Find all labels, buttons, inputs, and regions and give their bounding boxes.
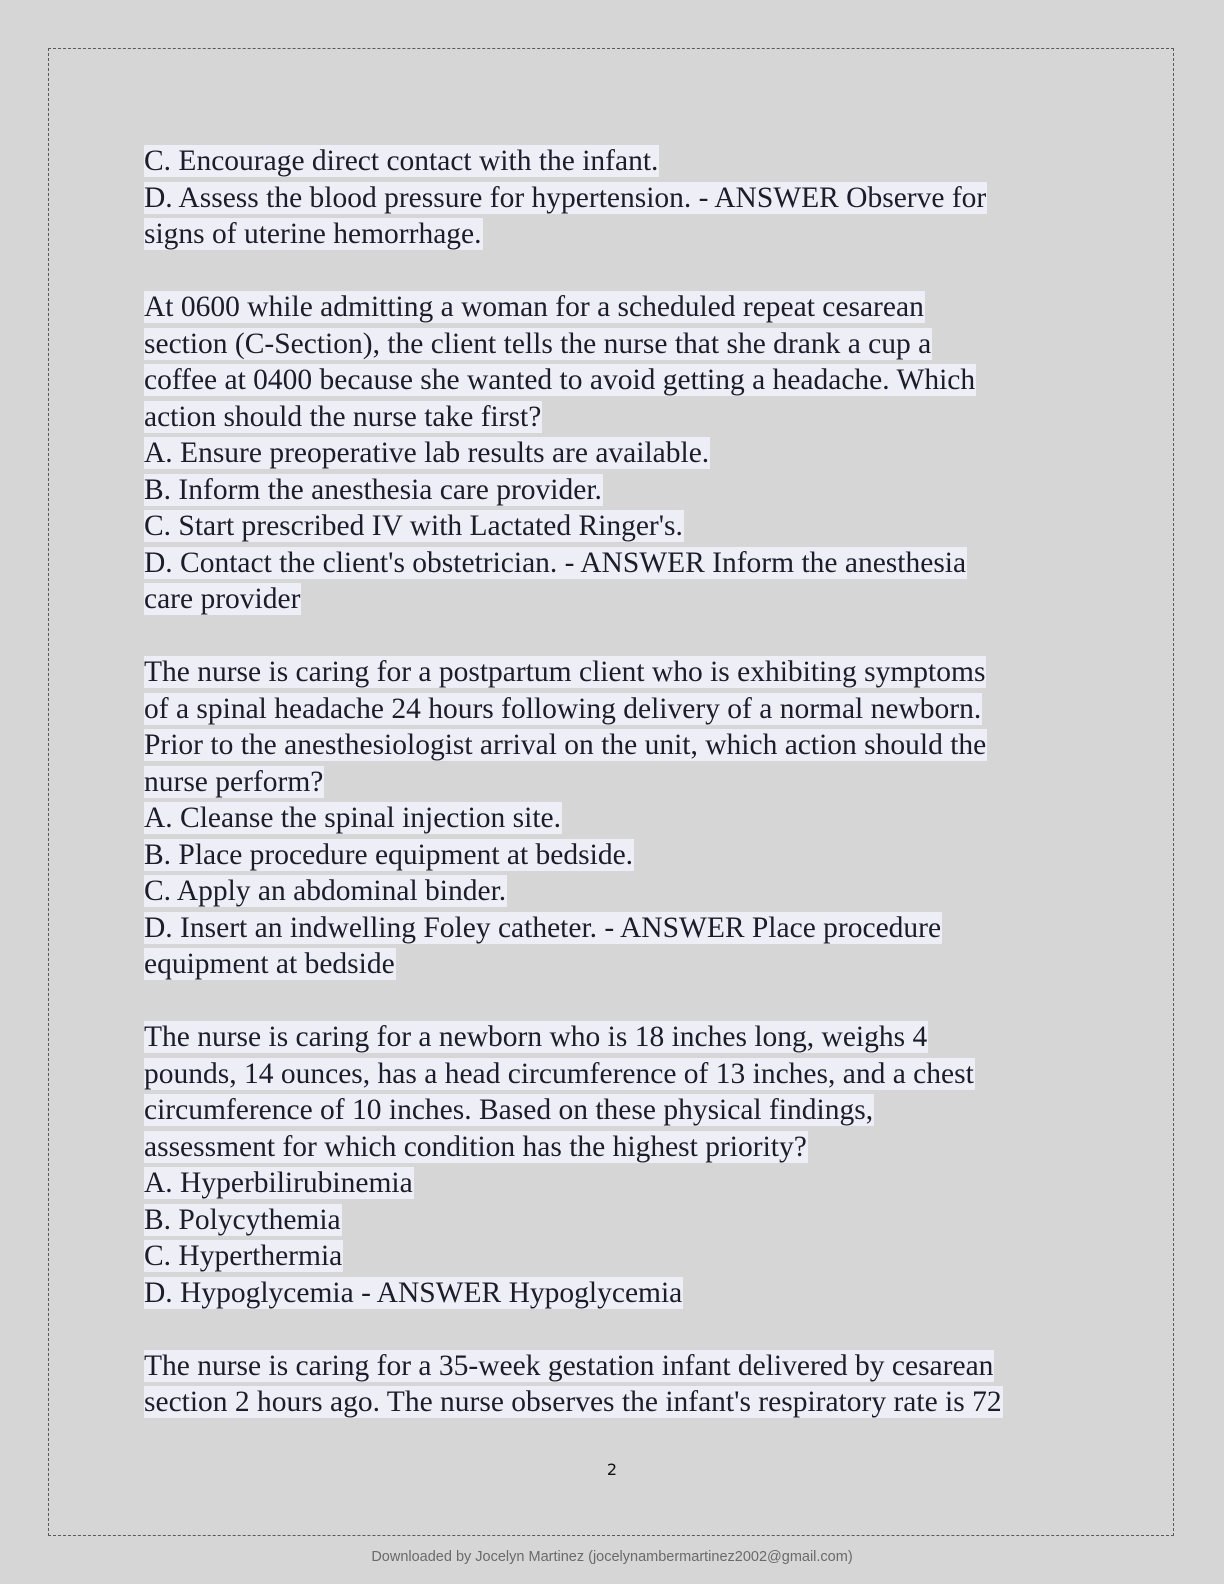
text-line-content: D. Insert an indwelling Foley catheter. - ANSWER Place procedure (144, 911, 942, 944)
download-footer: Downloaded by Jocelyn Martinez (jocelynambermartinez2002@gmail.com) (371, 1549, 853, 1565)
question-block (144, 1348, 1084, 1421)
text-line-content: A. Ensure preoperative lab results are available. (144, 437, 710, 469)
paragraph-gap (144, 1311, 1084, 1348)
text-line (144, 837, 1084, 874)
text-line-content: The nurse is caring for a newborn who is 18 inches long, weighs 4 (144, 1021, 928, 1053)
text-line-content: At 0600 while admitting a woman for a scheduled repeat cesarean (144, 291, 924, 323)
text-line-content: C. Apply an abdominal binder. (144, 875, 507, 907)
text-line (144, 399, 1084, 436)
text-line (144, 910, 1084, 947)
document-text (144, 143, 1084, 1421)
question-block (144, 1019, 1084, 1311)
text-line (144, 946, 1084, 983)
text-line-content: C. Hyperthermia (144, 1240, 343, 1272)
text-line (144, 1129, 1084, 1166)
text-line (144, 691, 1084, 728)
text-line (144, 1019, 1084, 1056)
text-line (144, 1384, 1084, 1421)
text-line (144, 472, 1084, 509)
text-line (144, 180, 1084, 217)
text-line-content: assessment for which condition has the highest priority? (144, 1130, 807, 1163)
text-line-content: nurse perform? (144, 765, 324, 798)
text-line (144, 1238, 1084, 1275)
text-line (144, 289, 1084, 326)
question-block (144, 289, 1084, 618)
text-line (144, 873, 1084, 910)
text-line (144, 216, 1084, 253)
text-line-content: C. Encourage direct contact with the infant. (144, 145, 659, 177)
text-line-content: circumference of 10 inches. Based on these physical findings, (144, 1094, 874, 1126)
text-line-content: B. Polycythemia (144, 1203, 341, 1236)
paragraph-gap (144, 618, 1084, 655)
text-line-content: action should the nurse take first? (144, 400, 542, 433)
text-line-content: The nurse is caring for a postpartum client who is exhibiting symptoms (144, 656, 986, 688)
text-line-content: C. Start prescribed IV with Lactated Ringer's. (144, 510, 683, 542)
text-line (144, 435, 1084, 472)
question-block (144, 143, 1084, 253)
text-line-content: of a spinal headache 24 hours following delivery of a normal newborn. (144, 692, 982, 725)
text-line-content: A. Cleanse the spinal injection site. (144, 802, 562, 834)
text-line-content: D. Hypoglycemia - ANSWER Hypoglycemia (144, 1276, 683, 1309)
text-line (144, 1165, 1084, 1202)
text-line-content: equipment at bedside (144, 948, 395, 980)
text-line-content: coffee at 0400 because she wanted to avoid getting a headache. Which (144, 364, 976, 396)
text-line-content: A. Hyperbilirubinemia (144, 1167, 413, 1199)
text-line-content: signs of uterine hemorrhage. (144, 218, 482, 250)
text-line (144, 1348, 1084, 1385)
text-line (144, 654, 1084, 691)
text-line-content: section 2 hours ago. The nurse observes the infant's respiratory rate is 72 (144, 1386, 1002, 1418)
text-line (144, 764, 1084, 801)
text-line-content: D. Contact the client's obstetrician. - ANSWER Inform the anesthesia (144, 546, 967, 579)
text-line (144, 800, 1084, 837)
text-line-content: The nurse is caring for a 35-week gestation infant delivered by cesarean (144, 1349, 994, 1382)
paragraph-gap (144, 253, 1084, 290)
text-line (144, 143, 1084, 180)
paragraph-gap (144, 983, 1084, 1020)
text-line-content: B. Inform the anesthesia care provider. (144, 473, 602, 506)
text-line (144, 1275, 1084, 1312)
text-line-content: D. Assess the blood pressure for hypertension. - ANSWER Observe for (144, 181, 987, 214)
text-line (144, 1092, 1084, 1129)
text-line (144, 362, 1084, 399)
text-line (144, 326, 1084, 363)
text-line (144, 545, 1084, 582)
text-line (144, 1202, 1084, 1239)
text-line (144, 581, 1084, 618)
text-line (144, 727, 1084, 764)
text-line (144, 508, 1084, 545)
text-line-content: care provider (144, 583, 301, 615)
text-line-content: section (C-Section), the client tells the nurse that she drank a cup a (144, 327, 932, 360)
question-block (144, 654, 1084, 983)
text-line (144, 1056, 1084, 1093)
text-line-content: B. Place procedure equipment at bedside. (144, 838, 634, 871)
text-line-content: pounds, 14 ounces, has a head circumference of 13 inches, and a chest (144, 1057, 974, 1090)
page-number: 2 (606, 1460, 618, 1479)
text-line-content: Prior to the anesthesiologist arrival on the unit, which action should the (144, 729, 987, 761)
